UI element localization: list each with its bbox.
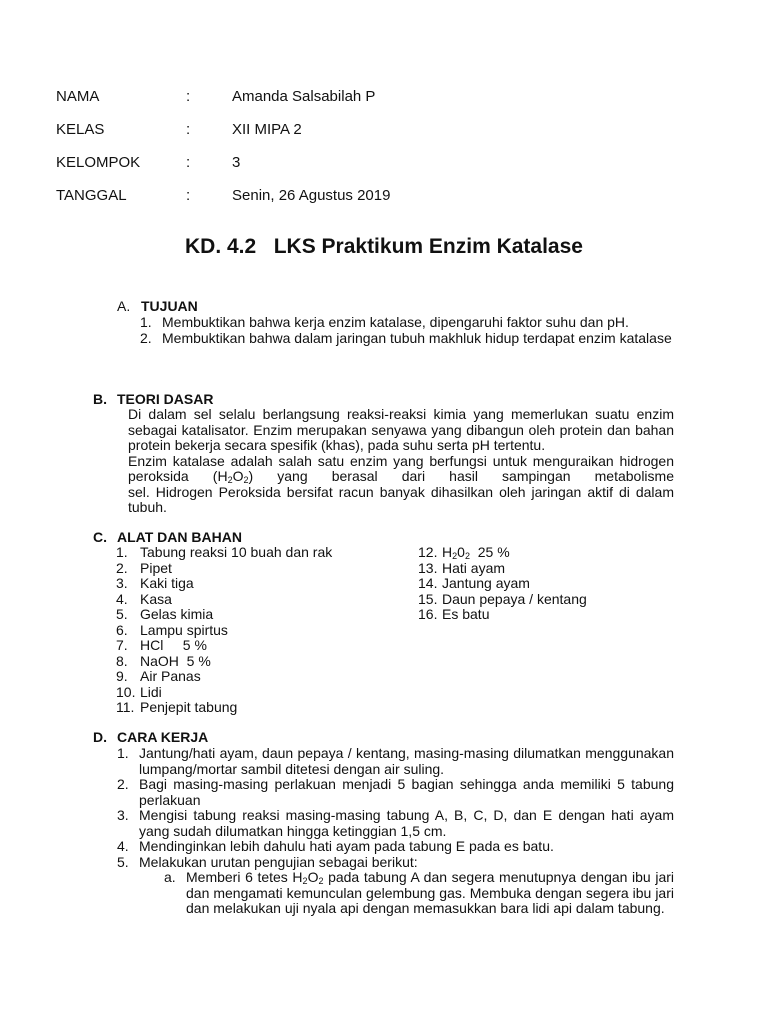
list-item [116, 561, 332, 577]
text-run: ) yang berasal dari hasil sampingan metabolisme [248, 468, 674, 484]
info-label: KELAS [56, 121, 105, 138]
item-text [186, 869, 674, 916]
item-number: 3. [117, 807, 129, 823]
text-run: H [442, 544, 453, 560]
item-text: Melakukan urutan pengujian sebagai berikut: [139, 853, 418, 870]
list-item [117, 855, 674, 871]
text-run: 25 % [469, 544, 510, 560]
info-label: TANGGAL [56, 187, 127, 204]
list-item [116, 607, 332, 623]
item-text: Bagi masing-masing perlakuan menjadi 5 bagian sehingga anda memiliki 5 tabung perlakuan [139, 776, 674, 808]
cara-sublist [164, 870, 674, 917]
item-number: 11. [116, 699, 135, 715]
item-number: 2. [116, 559, 128, 576]
item-number: 4. [117, 838, 129, 854]
item-text: Jantung/hati ayam, daun pepaya / kentang, masing-masing dilumatkan menggunakan lumpang/mortar sambil ditetesi dengan air suling. [139, 745, 674, 777]
item-number: 6. [116, 621, 128, 638]
list-item [164, 870, 674, 917]
item-text: Membuktikan bahwa kerja enzim katalase, dipengaruhi faktor suhu dan pH. [162, 314, 629, 330]
item-text: Es batu [442, 606, 490, 622]
item-number: 10. [116, 683, 136, 700]
list-item [418, 561, 587, 577]
cara-list [117, 746, 674, 870]
item-number: 12. [418, 544, 438, 560]
item-text: Penjepit tabung [140, 699, 238, 715]
info-colon: : [186, 88, 191, 105]
item-number: 4. [116, 590, 128, 607]
section-tujuan-heading [117, 299, 198, 315]
item-number: 9. [116, 668, 128, 684]
item-text: Gelas kimia [140, 606, 214, 622]
item-text: Hati ayam [442, 559, 506, 576]
item-text: Mengisi tabung reaksi masing-masing tabung A, B, C, D, dan E dengan hati ayam yang sudah dilumatkan hingga ketinggian 1,5 cm. [139, 807, 674, 839]
info-colon: : [186, 154, 191, 171]
info-label: NAMA [56, 88, 100, 105]
subscript: 2 [464, 551, 470, 561]
list-item [117, 777, 674, 808]
subscript: 2 [452, 551, 458, 561]
teori-paragraph-1: Di dalam sel selalu berlangsung reaksi-reaksi kimia yang memerlukan suatu enzim sebagai katalisator. Enzim merupakan senyawa yang dibangun oleh protein dan bahan protein bekerja secara spesifik (khas), pada suhu serta pH tertentu. [128, 406, 674, 453]
item-text [442, 544, 510, 560]
section-cara-heading [93, 730, 208, 746]
list-item [117, 839, 674, 855]
info-value: Senin, 26 Agustus 2019 [232, 187, 391, 204]
text-run: O [307, 869, 319, 885]
item-text: NaOH 5 % [140, 652, 211, 669]
section-letter: A. [117, 298, 131, 314]
info-value: XII MIPA 2 [232, 121, 302, 138]
item-number: 16. [418, 606, 438, 622]
teori-paragraph-2-line-2 [128, 469, 674, 485]
item-number: 15. [418, 590, 438, 607]
item-number: 3. [116, 575, 128, 591]
item-number: 2. [140, 329, 152, 346]
list-item [116, 669, 332, 685]
section-letter: D. [93, 729, 107, 745]
teori-paragraph-2-rest: sel. Hidrogen Peroksida bersifat racun banyak dihasilkan oleh jaringan aktif di dalam tubuh. [128, 483, 674, 515]
info-value: Amanda Salsabilah P [232, 88, 376, 105]
item-text: HCl 5 % [140, 637, 207, 653]
list-item [140, 315, 674, 331]
item-number: 13. [418, 559, 438, 576]
section-letter: C. [93, 529, 107, 545]
item-text: Pipet [140, 559, 172, 576]
text-run: 0 [457, 544, 465, 560]
item-text: Jantung ayam [442, 575, 530, 591]
item-number: 5. [116, 606, 128, 622]
teori-body [128, 407, 674, 516]
tujuan-list [140, 315, 674, 346]
item-text: Air Panas [140, 668, 201, 684]
subscript: 2 [302, 876, 308, 886]
item-text: Daun pepaya / kentang [442, 590, 587, 607]
item-text: Tabung reaksi 10 buah dan rak [140, 544, 333, 560]
info-colon: : [186, 121, 191, 138]
item-text: Membuktikan bahwa dalam jaringan tubuh makhluk hidup terdapat enzim katalase [162, 329, 672, 346]
subscript: 2 [318, 876, 324, 886]
item-number: 2. [117, 776, 129, 792]
info-label: KELOMPOK [56, 154, 141, 171]
item-text: Kasa [140, 590, 172, 607]
section-title: TUJUAN [141, 298, 198, 314]
list-item [116, 700, 332, 716]
list-item [418, 576, 587, 592]
list-item [116, 592, 332, 608]
section-title: CARA KERJA [117, 729, 209, 745]
list-item [116, 654, 332, 670]
teori-paragraph-2-line-1: Enzim katalase adalah salah satu enzim yang berfungsi untuk menguraikan hidrogen [128, 452, 674, 469]
list-item [418, 545, 587, 561]
item-number: 1. [117, 745, 129, 761]
alat-list-right [418, 545, 587, 623]
list-item [116, 545, 332, 561]
item-number: 14. [418, 575, 438, 591]
list-item [116, 623, 332, 639]
subscript: 2 [227, 475, 233, 485]
alat-list-left [116, 545, 332, 716]
list-item [140, 331, 674, 347]
item-number: 7. [116, 637, 128, 653]
list-item [418, 607, 587, 623]
text-run: peroksida (H [128, 468, 228, 484]
section-letter: B. [93, 391, 107, 407]
section-title: ALAT DAN BAHAN [117, 529, 242, 545]
item-number: 1. [140, 314, 152, 330]
document-title: KD. 4.2 LKS Praktikum Enzim Katalase [185, 235, 583, 258]
item-text: Kaki tiga [140, 575, 194, 591]
item-text: Lidi [140, 683, 162, 700]
subscript: 2 [243, 475, 249, 485]
text-run: O [232, 468, 244, 484]
section-title: TEORI DASAR [117, 391, 214, 407]
item-number: a. [164, 869, 176, 885]
item-text: Lampu spirtus [140, 621, 228, 638]
list-item [116, 576, 332, 592]
item-text: Mendinginkan lebih dahulu hati ayam pada tabung E pada es batu. [139, 838, 554, 854]
list-item [116, 685, 332, 701]
item-number: 1. [116, 544, 128, 560]
list-item [117, 746, 674, 777]
list-item [117, 808, 674, 839]
text-run: pada tabung A dan segera menutupnya dengan ibu jari dan mengamati kemunculan gelembung gas. Membuka dengan segera ibu jari dan melakukan uji nyala api dengan memasukkan bara lidi api dalam tabung. [186, 869, 675, 916]
item-number: 8. [116, 652, 128, 669]
list-item [116, 638, 332, 654]
item-number: 5. [117, 853, 129, 870]
info-colon: : [186, 187, 191, 204]
text-run: Memberi 6 tetes H [186, 869, 303, 885]
list-item [418, 592, 587, 608]
info-value: 3 [232, 154, 241, 171]
